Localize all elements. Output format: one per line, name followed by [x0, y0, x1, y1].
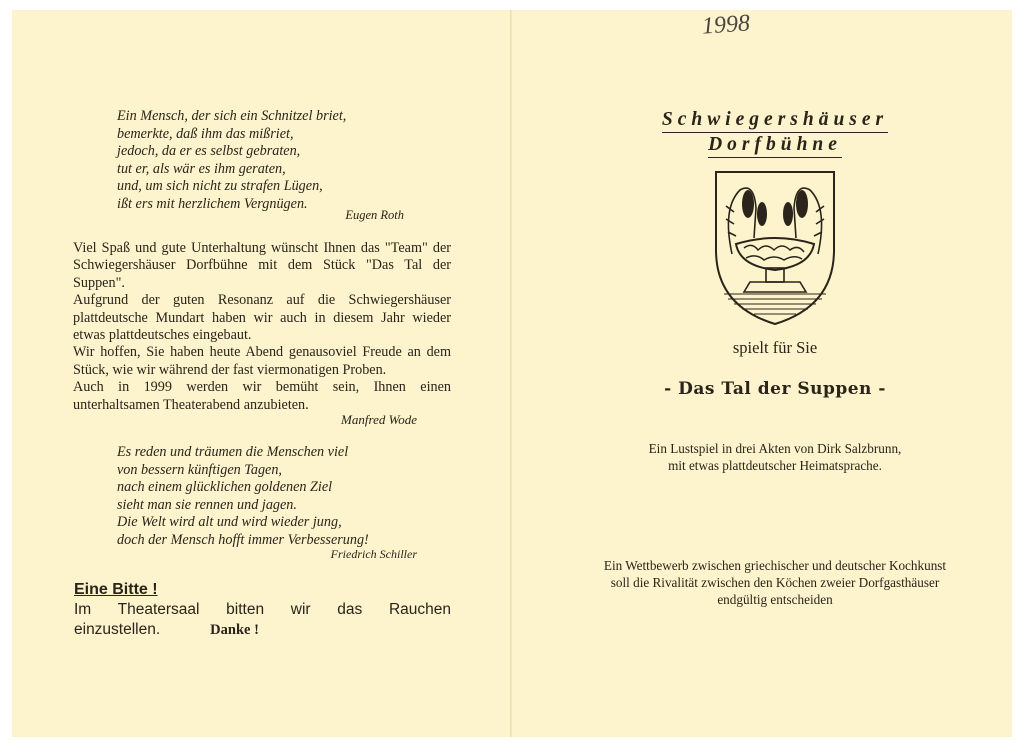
- greeting-paragraph: Aufgrund der guten Resonanz auf die Schwiegershäuser plattdeutsche Mundart haben wir auch in diesem Jahr wieder etwas plattdeutsches eingebaut.: [73, 292, 451, 344]
- summary-line: Ein Wettbewerb zwischen griechischer und deutscher Kochkunst: [603, 558, 947, 573]
- poem-line: ißt ers mit herzlichem Vergnügen.: [117, 195, 308, 212]
- poem-line: sieht man sie rennen und jagen.: [117, 496, 297, 513]
- poem-author-schiller: Friedrich Schiller: [330, 547, 417, 561]
- greeting-paragraph: Wir hoffen, Sie haben heute Abend genausoviel Freude an dem Stück, wie wir während der fast viermonatigen Proben.: [73, 344, 451, 378]
- request-thanks: Danke !: [210, 622, 259, 638]
- troupe-name-line: Dorfbühne: [708, 133, 842, 158]
- request-heading: Eine Bitte !: [74, 581, 158, 598]
- request-line-2: [74, 620, 451, 640]
- poem-line: tut er, als wär es ihm geraten,: [117, 160, 286, 177]
- poem-line: Es reden und träumen die Menschen viel: [117, 444, 349, 460]
- poem-eugen-roth: [117, 108, 346, 214]
- poem-line: von bessern künftigen Tagen,: [117, 461, 282, 478]
- play-subtitle: [512, 440, 1024, 474]
- poem-line: Die Welt wird alt und wird wieder jung,: [117, 514, 342, 531]
- poem-line: doch der Mensch hofft immer Verbesserung!: [117, 531, 369, 548]
- play-title: - Das Tal der Suppen -: [664, 379, 886, 399]
- troupe-name: [512, 108, 1024, 158]
- poem-author-roth: Eugen Roth: [345, 208, 404, 222]
- subtitle-line: mit etwas plattdeutscher Heimatsprache.: [668, 458, 882, 473]
- handwritten-year-note: 1998: [701, 10, 751, 40]
- troupe-name-line: Schwiegershäuser: [662, 108, 888, 133]
- greeting-text: [73, 240, 451, 414]
- subtitle-line: Ein Lustspiel in drei Akten von Dirk Salzbrunn,: [648, 441, 902, 456]
- greeting-author: Manfred Wode: [341, 412, 417, 427]
- coat-of-arms-icon: [710, 168, 840, 328]
- request-text: [74, 600, 451, 640]
- poem-line: nach einem glücklichen goldenen Ziel: [117, 479, 333, 496]
- summary-line: soll die Rivalität zwischen den Köchen zweier Dorfgasthäuser: [610, 575, 940, 590]
- left-page: [12, 10, 510, 737]
- poem-line: bemerkte, daß ihm das mißriet,: [117, 125, 294, 142]
- intro-line: spielt für Sie: [732, 338, 818, 357]
- right-page: [512, 10, 1012, 737]
- request-line: einzustellen.: [74, 621, 161, 638]
- poem-line: und, um sich nicht zu strafen Lügen,: [117, 178, 323, 195]
- play-summary: [512, 557, 1024, 608]
- poem-line: jedoch, da er es selbst gebraten,: [117, 143, 301, 160]
- summary-line: endgültig entscheiden: [717, 592, 833, 607]
- greeting-paragraph: Viel Spaß und gute Unterhaltung wünscht Ihnen das "Team" der Schwiegershäuser Dorfbühne mit dem Stück "Das Tal der Suppen".: [73, 240, 451, 291]
- poem-schiller: [117, 444, 369, 550]
- request-line: Im Theatersaal bitten wir das Rauchen: [74, 601, 451, 618]
- poem-line: Ein Mensch, der sich ein Schnitzel briet,: [117, 108, 347, 124]
- greeting-paragraph: Auch in 1999 werden wir bemüht sein, Ihnen einen unterhaltsamen Theaterabend anzubieten.: [73, 379, 451, 413]
